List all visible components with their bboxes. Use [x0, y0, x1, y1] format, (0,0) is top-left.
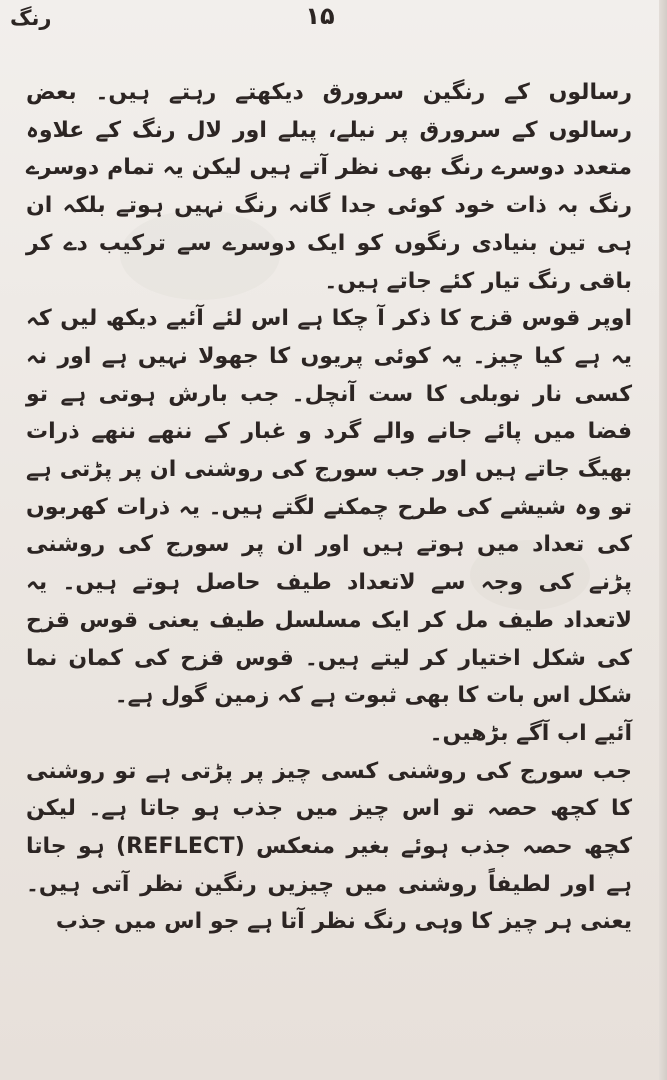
running-head: رنگ	[10, 6, 52, 30]
paragraph: آئیے اب آگے بڑھیں۔	[429, 720, 632, 746]
paragraph: اوپر قوس قزح کا ذکر آ چکا ہے اس لئے آئیے دیکھ لیں کہ یہ ہے کیا چیز۔ یہ کوئی پریوں کا جھولا نہیں ہے اور نہ کسی نار نوبلی کا ست آنچل۔ جب بارش ہوتی ہے تو فضا میں پائے جانے والے گرد و غبار کے ننھے ننھے ذرات بھیگ جاتے ہیں اور جب سورج کی روشنی ان پر پڑتی ہے تو وہ شیشے کی طرح چمکنے لگتے ہیں۔ یہ ذرات کھربوں کی تعداد میں ہوتے ہیں اور ان پر سورج کی روشنی پڑنے کی وجہ سے لاتعداد طیف حاصل ہوتے ہیں۔ یہ لاتعداد طیف مل کر ایک مسلسل طیف یعنی قوس قزح کی شکل اختیار کر لیتے ہیں۔ قوس قزح کی کمان نما شکل اس بات کا بھی ثبوت ہے کہ زمین گول ہے۔	[26, 306, 632, 709]
paragraph: جب سورج کی روشنی کسی چیز پر پڑتی ہے تو روشنی کا کچھ حصہ تو اس چیز میں جذب ہو جاتا ہے۔ لیکن کچھ حصہ جذب ہوئے بغیر منعکس (REFLECT) ہو جاتا ہے اور لطیفاً روشنی میں چیزیں رنگین نظر آتی ہیں۔ یعنی ہر چیز کا وہی رنگ نظر آتا ہے جو اس میں جذب	[26, 758, 633, 935]
page-edge-shadow	[659, 0, 667, 1080]
paragraph: رسالوں کے رنگین سرورق دیکھتے رہتے ہیں۔ بعض رسالوں کے سرورق پر نیلے، پیلے اور لال رنگ کے علاوہ متعدد دوسرے رنگ بھی نظر آتے ہیں لیکن یہ تمام دوسرے رنگ بہ ذات خود کوئی جدا گانہ رنگ نہیں ہوتے بلکہ ان ہی تین بنیادی رنگوں کو ایک دوسرے سے ترکیب دے کر باقی رنگ تیار کئے جاتے ہیں۔	[26, 80, 632, 294]
page-body-text	[26, 74, 632, 941]
page-number: ۱۵	[305, 2, 335, 30]
page-header	[0, 0, 667, 54]
